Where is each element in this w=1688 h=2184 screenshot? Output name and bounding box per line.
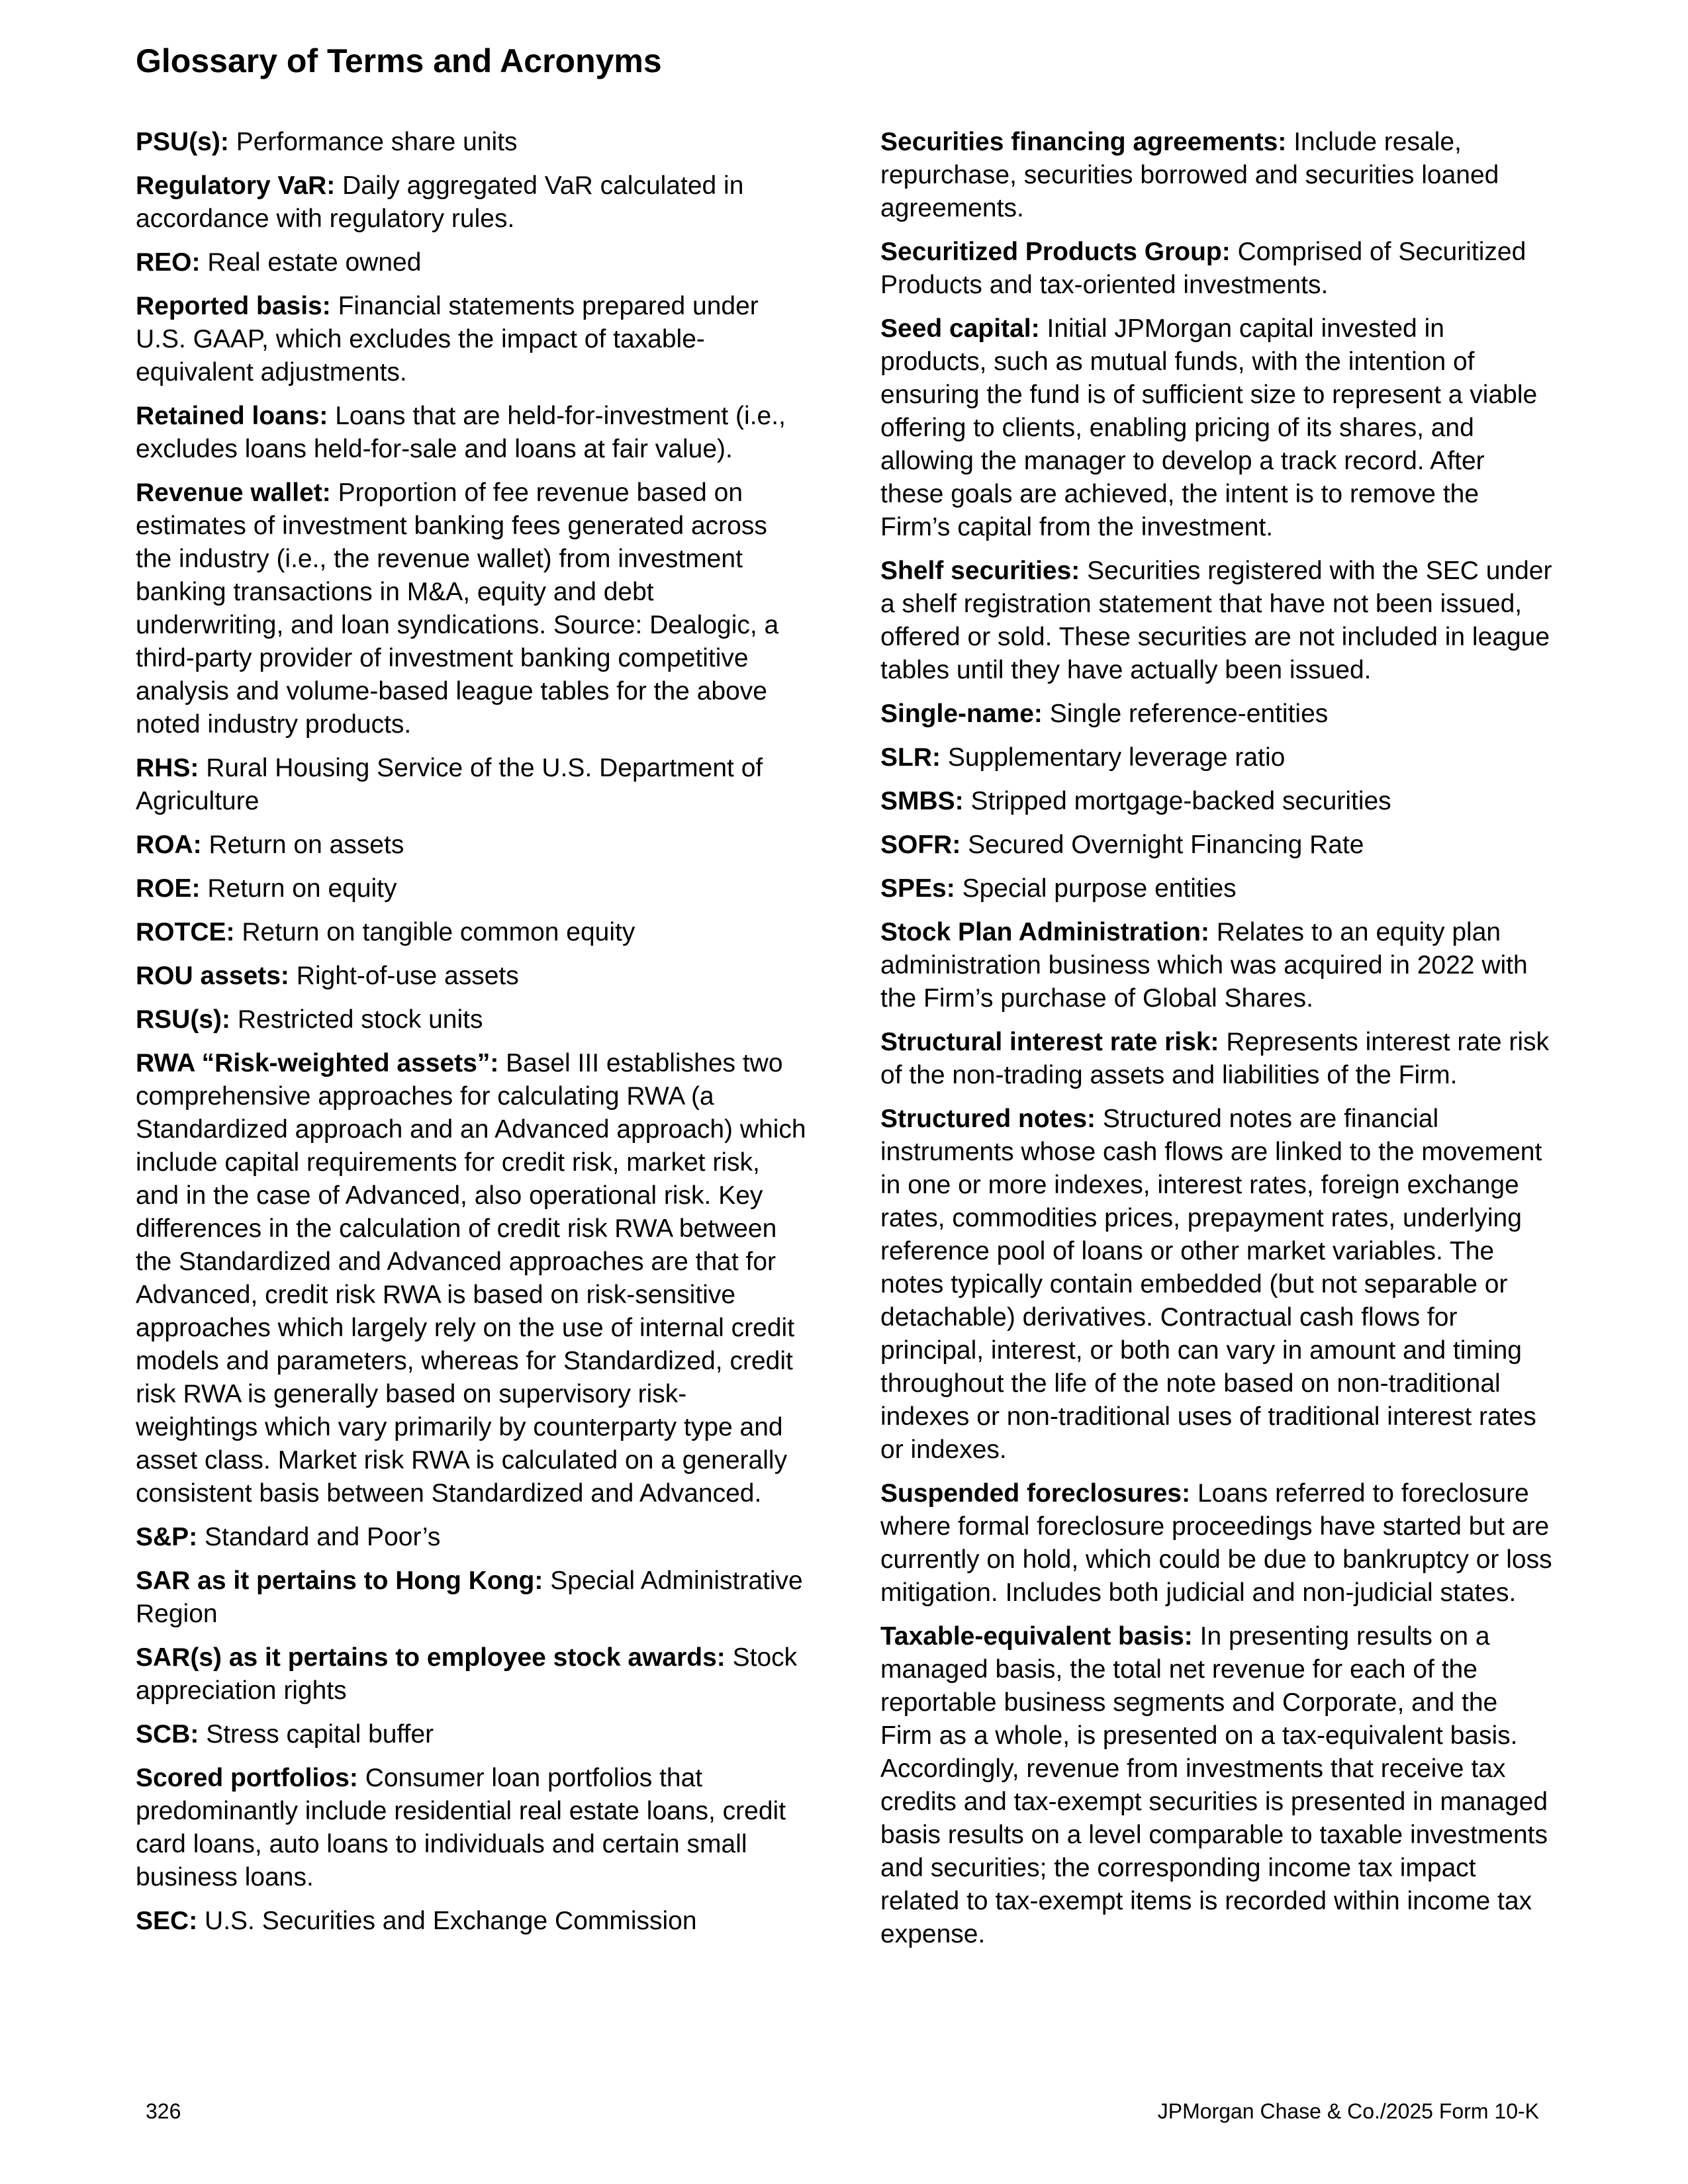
glossary-definition: Loans that are held-for-investment (i.e., excludes loans held-for-sale and loans at fair value). [136,402,786,463]
glossary-term: PSU(s): [136,128,229,156]
glossary-definition: Performance share units [236,128,518,156]
glossary-entry [136,1003,808,1036]
glossary-definition: Return on equity [207,874,397,903]
glossary-definition: Special Administrative Region [136,1567,803,1628]
glossary-definition: U.S. Securities and Exchange Commission [205,1907,697,1935]
glossary-entry [880,1620,1552,1951]
glossary-definition: Stock appreciation rights [136,1643,798,1705]
glossary-column-left [136,126,808,1948]
glossary-entry [136,829,808,862]
glossary-entry [136,872,808,905]
glossary-term: Suspended foreclosures: [880,1479,1191,1508]
footer-document-source: JPMorgan Chase & Co./2025 Form 10-K [1157,2099,1539,2123]
glossary-definition: Right-of-use assets [296,962,519,990]
glossary-entry [880,312,1552,544]
glossary-entry [136,1641,808,1707]
glossary-entry [880,916,1552,1015]
glossary-term: ROE: [136,874,201,903]
glossary-entry [136,169,808,236]
glossary-definition: Return on tangible common equity [242,918,635,946]
glossary-term: Seed capital: [880,314,1040,343]
glossary-term: RSU(s): [136,1005,230,1034]
glossary-term: SEC: [136,1907,198,1935]
glossary-definition: Real estate owned [207,248,422,277]
glossary-entry [136,246,808,279]
glossary-definition: Single reference-entities [1049,700,1329,728]
glossary-term: SMBS: [880,787,964,815]
glossary-definition: Basel III establishes two comprehensive approaches for calculating RWA (a Standardized approach and an Advanced approach) which include capital requirements for credit risk, market risk, and in the case of Advanced, also operational risk. Key differences in the calculation of credit risk RWA between the Standardized and Advanced approaches are that for Advanced, credit risk RWA is based on risk-sensitive approaches which largely rely on the use of internal credit models and parameters, whereas for Standardized, credit risk RWA is generally based on supervisory risk-weightings which vary primarily by counterparty type and asset class. Market risk RWA is calculated on a generally consistent basis between Standardized and Advanced. [136,1049,806,1508]
glossary-entry [880,785,1552,818]
glossary-term: Stock Plan Administration: [880,918,1209,946]
glossary-term: SPEs: [880,874,955,903]
page-title: Glossary of Terms and Acronyms [136,42,662,79]
glossary-definition: Standard and Poor’s [205,1523,441,1551]
glossary-term: Structural interest rate risk: [880,1028,1219,1056]
glossary-definition: Stress capital buffer [206,1720,434,1749]
glossary-definition: Proportion of fee revenue based on estimates of investment banking fees generated across the industry (i.e., the revenue wallet) from investment banking transactions in M&A, equity and debt underwriting, and loan syndications. Source: Dealogic, a third-party provider of investment banking competitive analysis and volume-based league tables for the above noted industry products. [136,478,779,739]
page-number: 326 [146,2099,181,2123]
glossary-term: ROU assets: [136,962,289,990]
glossary-term: Securities financing agreements: [880,128,1287,156]
glossary-entry [880,1026,1552,1092]
glossary-entry [136,1718,808,1751]
glossary-term: Taxable-equivalent basis: [880,1622,1193,1651]
glossary-entry [880,1477,1552,1610]
glossary-term: Structured notes: [880,1105,1096,1133]
glossary-definition: Stripped mortgage-backed securities [970,787,1391,815]
glossary-definition: Return on assets [209,831,404,859]
glossary-term: Regulatory VaR: [136,171,336,200]
glossary-term: SAR as it pertains to Hong Kong: [136,1567,543,1595]
glossary-definition: Secured Overnight Financing Rate [968,831,1364,859]
glossary-term: ROTCE: [136,918,235,946]
glossary-definition: Loans referred to foreclosure where formal foreclosure proceedings have started but are currently on hold, which could be due to bankruptcy or loss mitigation. Includes both judicial and non-judicial states. [880,1479,1552,1607]
glossary-term: RHS: [136,754,199,782]
glossary-term: SCB: [136,1720,199,1749]
glossary-term: Retained loans: [136,402,328,430]
glossary-entry [136,1905,808,1938]
glossary-entry [880,829,1552,862]
glossary-entry [136,916,808,949]
glossary-definition: Initial JPMorgan capital invested in products, such as mutual funds, with the intention of ensuring the fund is of sufficient size to represent a viable offering to clients, enabling pricing of its shares, and allowing the manager to develop a track record. After these goals are achieved, the intent is to remove the Firm’s capital from the investment. [880,314,1538,541]
glossary-entry [880,872,1552,905]
glossary-definition: Structured notes are financial instruments whose cash flows are linked to the movement in one or more indexes, interest rates, foreign exchange rates, commodities prices, prepayment rates, underlying reference pool of loans or other market variables. The notes typically contain embedded (but not separable or detachable) derivatives. Contractual cash flows for principal, interest, or both can vary in amount and timing throughout the life of the note based on non-traditional indexes or non-traditional uses of traditional interest rates or indexes. [880,1105,1542,1464]
glossary-entry [136,400,808,466]
glossary-entry [880,741,1552,774]
glossary-entry [136,1047,808,1510]
glossary-entry [880,236,1552,302]
glossary-term: RWA “Risk-weighted assets”: [136,1049,499,1077]
glossary-term: Single-name: [880,700,1043,728]
glossary-definition: Supplementary leverage ratio [947,743,1286,772]
glossary-definition: Financial statements prepared under U.S. GAAP, which excludes the impact of taxable-equivalent adjustments. [136,292,759,387]
glossary-entry [880,126,1552,225]
glossary-term: SLR: [880,743,941,772]
glossary-entry [880,555,1552,687]
glossary-definition: Relates to an equity plan administration business which was acquired in 2022 with the Firm’s purchase of Global Shares. [880,918,1528,1013]
glossary-entry [880,698,1552,731]
glossary-definition: Represents interest rate risk of the non-trading assets and liabilities of the Firm. [880,1028,1550,1089]
glossary-entry [136,1565,808,1631]
glossary-definition: In presenting results on a managed basis, the total net revenue for each of the reportable business segments and Corporate, and the Firm as a whole, is presented on a tax-equivalent basis. Accordingly, revenue from investments that receive tax credits and tax-exempt securities is presented in managed basis results on a level comparable to taxable investments and securities; the corresponding income tax impact related to tax-exempt items is recorded within income tax expense. [880,1622,1548,1948]
glossary-definition: Daily aggregated VaR calculated in accordance with regulatory rules. [136,171,744,233]
glossary-entry [136,752,808,818]
glossary-term: SAR(s) as it pertains to employee stock awards: [136,1643,726,1672]
glossary-entry [136,1762,808,1894]
glossary-term: Reported basis: [136,292,331,320]
glossary-term: SOFR: [880,831,961,859]
glossary-entry [136,477,808,741]
glossary-definition: Securities registered with the SEC under a shelf registration statement that have not been issued, offered or sold. These securities are not included in league tables until they have actually been issued. [880,557,1552,684]
glossary-entry [880,1103,1552,1467]
glossary-term: Scored portfolios: [136,1764,358,1792]
glossary-term: S&P: [136,1523,198,1551]
glossary-definition: Special purpose entities [962,874,1237,903]
glossary-term: Securitized Products Group: [880,238,1231,266]
glossary-definition: Restricted stock units [237,1005,483,1034]
glossary-column-right [880,126,1552,1962]
glossary-entry [136,960,808,993]
glossary-entry [136,1521,808,1554]
glossary-term: Shelf securities: [880,557,1080,585]
glossary-term: ROA: [136,831,202,859]
glossary-definition: Comprised of Securitized Products and tax-oriented investments. [880,238,1526,299]
glossary-definition: Rural Housing Service of the U.S. Department of Agriculture [136,754,763,815]
glossary-entry [136,126,808,159]
glossary-term: Revenue wallet: [136,478,331,507]
glossary-term: REO: [136,248,201,277]
glossary-definition: Include resale, repurchase, securities borrowed and securities loaned agreements. [880,128,1499,222]
glossary-definition: Consumer loan portfolios that predominantly include residential real estate loans, credit card loans, auto loans to individuals and certain small business loans. [136,1764,786,1891]
glossary-entry [136,290,808,389]
